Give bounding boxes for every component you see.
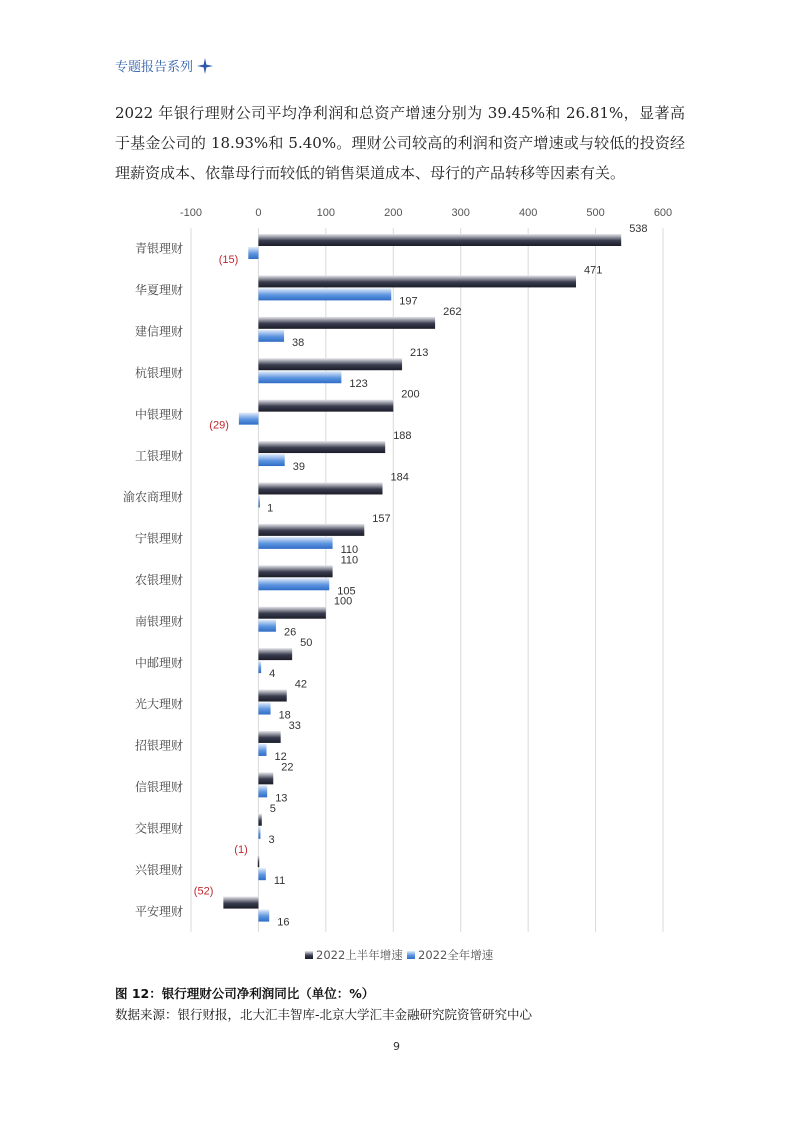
- bar-full-year: [258, 785, 267, 797]
- bar-full-year: [258, 910, 269, 922]
- legend-entry: 2022全年增速: [418, 948, 494, 962]
- x-tick-label: 600: [653, 207, 673, 219]
- bar-full-year: [258, 537, 332, 549]
- category-label: 宁银理财: [134, 531, 183, 546]
- data-label: 105: [337, 585, 356, 598]
- category-label: 南银理财: [134, 614, 183, 629]
- data-label: 213: [410, 347, 429, 360]
- data-label: 110: [340, 554, 359, 567]
- category-label: 工银理财: [134, 448, 183, 463]
- bar-full-year: [239, 413, 259, 425]
- bar-h1: [258, 400, 393, 412]
- bar-h1: [258, 524, 364, 536]
- data-label: (29): [209, 419, 229, 432]
- bar-h1: [258, 565, 332, 577]
- category-label: 渝农商理财: [122, 490, 183, 505]
- bar-h1: [258, 358, 402, 370]
- data-label: 38: [292, 336, 305, 349]
- data-label: 188: [393, 430, 412, 443]
- category-label: 华夏理财: [134, 283, 183, 298]
- data-label: (15): [218, 254, 239, 266]
- bar-full-year: [258, 868, 265, 880]
- bar-full-year: [258, 703, 270, 715]
- data-label: 5: [269, 802, 276, 815]
- bar-full-year: [258, 288, 391, 300]
- bar-full-year: [258, 827, 260, 839]
- x-tick-label: 400: [518, 207, 538, 219]
- legend-swatch: [305, 951, 313, 959]
- bar-full-year: [258, 330, 284, 342]
- data-label: 200: [401, 388, 420, 401]
- category-label: 信银理财: [134, 780, 183, 795]
- data-label: 22: [281, 761, 294, 774]
- x-tick-label: -100: [179, 207, 203, 219]
- category-label: 交银理财: [134, 821, 183, 836]
- data-label: 157: [372, 512, 391, 525]
- bar-full-year: [258, 744, 266, 756]
- x-tick-label: 0: [255, 207, 262, 219]
- data-label: 4: [269, 668, 276, 681]
- data-label: 123: [349, 378, 368, 391]
- bar-h1: [258, 648, 292, 660]
- data-label: 39: [292, 461, 305, 474]
- bar-h1: [223, 897, 258, 909]
- bar-full-year: [258, 371, 341, 383]
- data-label: 110: [340, 543, 359, 556]
- data-label: 471: [584, 264, 603, 277]
- bar-h1: [258, 607, 325, 619]
- data-label: (1): [234, 844, 248, 857]
- data-label: 50: [300, 637, 313, 650]
- bar-h1: [258, 275, 576, 287]
- data-label: 18: [278, 709, 291, 722]
- legend-entry: 2022上半年增速: [316, 948, 403, 962]
- bar-full-year: [248, 247, 258, 259]
- bar-h1: [258, 690, 286, 702]
- bar-full-year: [258, 578, 329, 590]
- data-label: 3: [268, 833, 275, 846]
- category-label: 中银理财: [134, 407, 183, 422]
- legend-swatch: [407, 951, 415, 959]
- chart-legend: [305, 948, 494, 962]
- bar-full-year: [258, 454, 284, 466]
- bar-h1: [258, 441, 385, 453]
- page-number: 9: [393, 1040, 400, 1053]
- category-label: 杭银理财: [134, 365, 183, 380]
- x-tick-label: 200: [384, 207, 403, 219]
- data-label: 538: [629, 223, 648, 235]
- bar-h1: [258, 814, 261, 826]
- data-source: 数据来源：银行财报，北大汇丰智库-北京大学汇丰金融研究院资管研究中心: [115, 1007, 533, 1022]
- category-label: 招银理财: [134, 738, 183, 753]
- data-label: 262: [443, 305, 462, 318]
- data-label: 1: [267, 502, 274, 515]
- data-label: 12: [274, 750, 287, 763]
- data-label: 16: [277, 916, 290, 929]
- bar-full-year: [258, 661, 261, 673]
- data-label: 33: [288, 719, 301, 732]
- data-label: 42: [294, 678, 307, 691]
- category-label: 建信理财: [134, 324, 183, 339]
- bar-full-year: [258, 495, 260, 507]
- category-label: 中邮理财: [134, 655, 183, 670]
- bar-h1: [258, 317, 435, 329]
- x-tick-label: 100: [316, 207, 336, 219]
- category-label: 兴银理财: [134, 862, 183, 877]
- category-label: 农银理财: [134, 573, 183, 587]
- category-label: 光大理财: [134, 697, 183, 712]
- bar-full-year: [258, 620, 276, 632]
- series-title: 专题报告系列: [115, 60, 194, 75]
- category-label: 平安理财: [134, 904, 183, 919]
- data-label: 13: [275, 792, 288, 805]
- bar-h1: [258, 772, 273, 784]
- data-label: 197: [399, 295, 418, 308]
- figure-caption: 图 12：银行理财公司净利润同比（单位：%）: [115, 986, 375, 1001]
- data-label: 100: [333, 595, 353, 608]
- x-tick-label: 300: [451, 207, 470, 219]
- data-label: 184: [390, 471, 409, 484]
- data-label: 11: [273, 875, 286, 888]
- category-label: 青银理财: [134, 241, 183, 256]
- bar-h1: [258, 855, 260, 867]
- bar-h1: [258, 731, 280, 743]
- bar-h1: [258, 482, 382, 494]
- x-tick-label: 500: [586, 207, 605, 219]
- data-label: (52): [193, 885, 214, 898]
- bar-h1: [258, 234, 621, 246]
- body-paragraph: 2022 年银行理财公司平均净利润和总资产增速分别为 39.45%和 26.81%，显著高于基金公司的 18.93%和 5.40%。理财公司较高的利润和资产增速或与较低的投资经理薪资成本、依靠母行而较低的销售渠道成本、母行的产品转移等因素有关。: [115, 104, 685, 182]
- data-label: 26: [283, 626, 297, 639]
